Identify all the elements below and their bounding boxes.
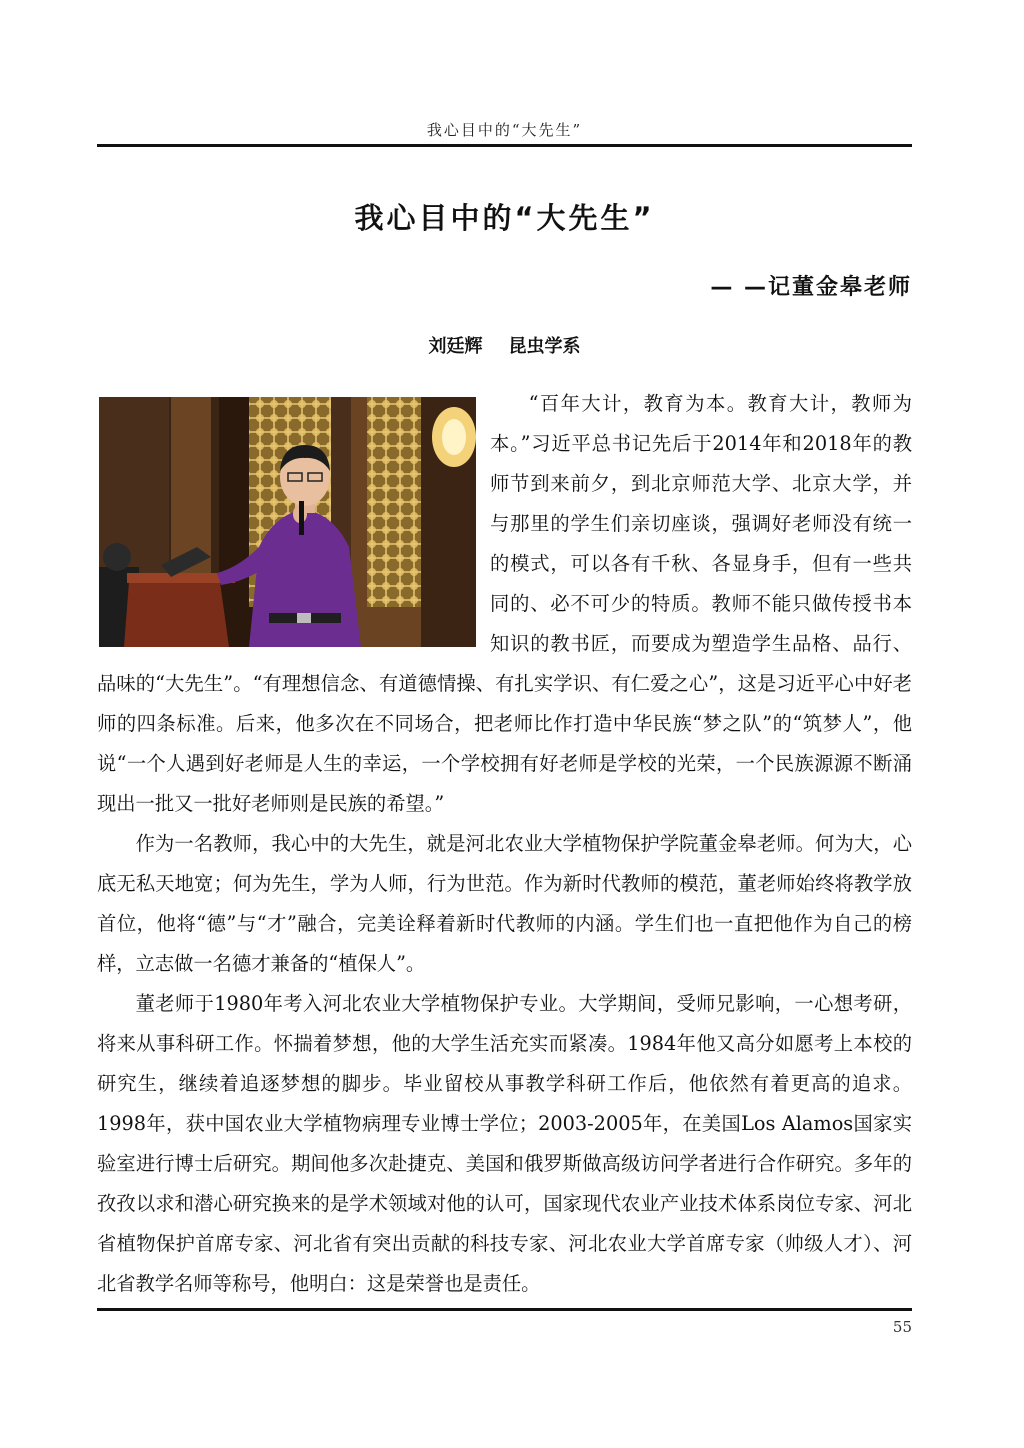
author-name: 刘廷辉 bbox=[428, 336, 483, 357]
article-subtitle: — —记董金皋老师 bbox=[710, 275, 912, 300]
page-number: 55 bbox=[892, 1318, 912, 1336]
paragraph: 董老师于1980年考入河北农业大学植物保护专业。大学期间，受师兄影响，一心想考研，将来从事科研工作。怀揣着梦想，他的大学生活充实而紧凑。1984年他又高分如愿考上本校的研究生，继续着追逐梦想的脚步。毕业留校从事教学科研工作后，他依然有着更高的追求。1998年，获中国农业大学植物病理专业博士学位；2003-2005年，在美国Los Alamos国家实验室进行博士后研究。期间他多次赴捷克、美国和俄罗斯做高级访问学者进行合作研究。多年的孜孜以求和潜心研究换来的是学术领域对他的认可，国家现代农业产业技术体系岗位专家、河北省植物保护首席专家、河北省有突出贡献的科技专家、河北农业大学首席专家（帅级人才）、河北省教学名师等称号，他明白：这是荣誉也是责任。 bbox=[97, 992, 912, 1295]
article-body bbox=[97, 384, 912, 1304]
article-title: 我心目中的“大先生” bbox=[354, 201, 655, 235]
byline bbox=[97, 332, 912, 358]
running-header: 我心目中的“大先生” bbox=[426, 121, 583, 139]
author-department: 昆虫学系 bbox=[508, 336, 581, 357]
footer-rule bbox=[97, 1308, 912, 1311]
paragraph: 作为一名教师，我心中的大先生，就是河北农业大学植物保护学院董金皋老师。何为大，心底无私天地宽；何为先生，学为人师，行为世范。作为新时代教师的模范，董老师始终将教学放首位，他将“德”与“才”融合，完美诠释着新时代教师的内涵。学生们也一直把他作为自己的榜样，立志做一名德才兼备的“植保人”。 bbox=[97, 832, 912, 975]
header-rule bbox=[97, 144, 912, 147]
photo-wrap-spacer bbox=[97, 384, 490, 654]
paragraph: “百年大计，教育为本。教育大计，教师为本。”习近平总书记先后于2014年和2018年的教师节到来前夕，到北京师范大学、北京大学，并与那里的学生们亲切座谈，强调好老师没有统一的模式，可以各有千秋、各显身手，但有一些共同的、必不可少的特质。教师不能只做传授书本知识的教书匠，而要成为塑造学生品格、品行、品味的“大先生”。“有理想信念、有道德情操、有扎实学识、有仁爱之心”，这是习近平心中好老师的四条标准。后来，他多次在不同场合，把老师比作打造中华民族“梦之队”的“筑梦人”，他说“一个人遇到好老师是人生的幸运，一个学校拥有好老师是学校的光荣，一个民族源源不断涌现出一批又一批好老师则是民族的希望。” bbox=[97, 392, 912, 815]
